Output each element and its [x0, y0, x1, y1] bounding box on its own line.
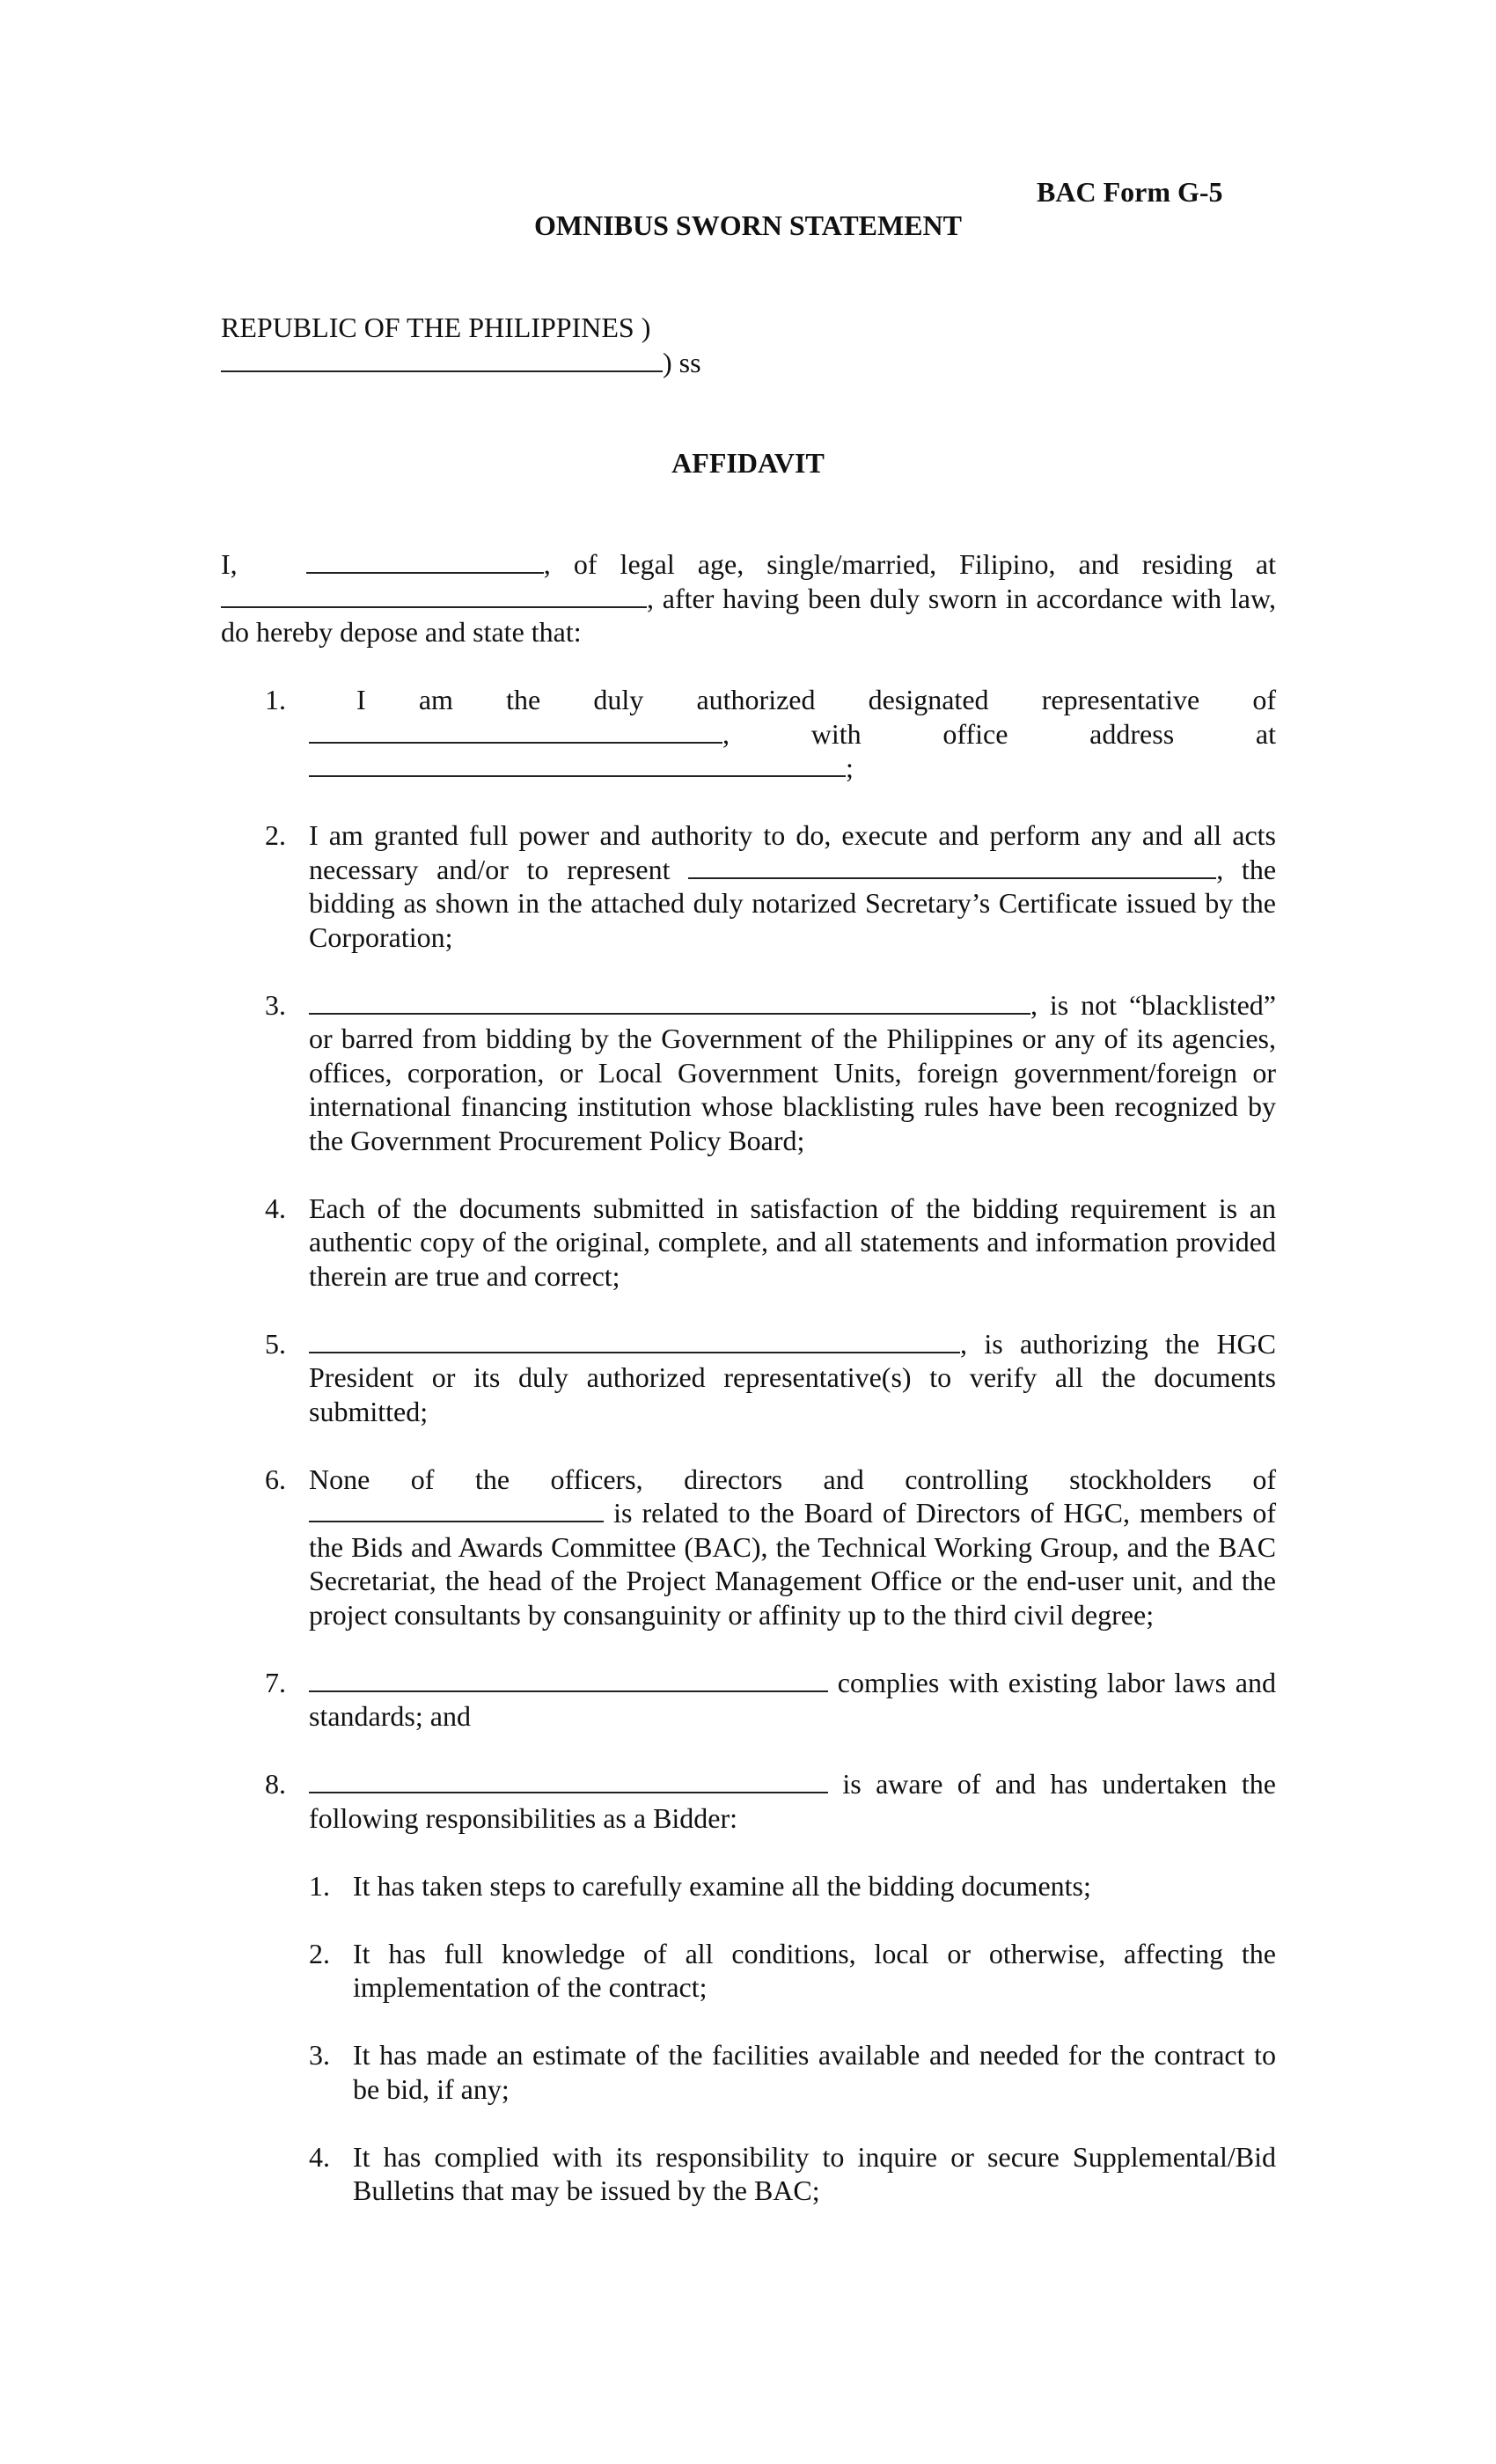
item-1-line-3: [309, 751, 1276, 785]
statement-item-6: [221, 1463, 1276, 1632]
responsibility-item-4: [221, 2140, 1276, 2208]
form-code: BAC Form G-5: [1037, 176, 1223, 208]
subitem-text: It has complied with its responsibility to inquire or secure Supplemental/Bid Bulletins that may be issued by the BAC;: [353, 2140, 1276, 2206]
statement-item-3: [221, 988, 1276, 1158]
statement-item-5: [221, 1327, 1276, 1429]
subitem-text: It has full knowledge of all conditions, local or otherwise, affecting the implementation of the contract;: [353, 1937, 1276, 2003]
item-5-text: , is authorizing the HGC President or its duly authorized representative(s) to verify all the documents submitted;: [309, 1327, 1276, 1427]
item-number: 3.: [265, 988, 286, 1021]
item-number: 2.: [265, 819, 286, 851]
intro-part-1: I,: [221, 548, 238, 580]
item-8-text: is aware of and has undertaken the following responsibilities as a Bidder:: [309, 1768, 1276, 1834]
venue-ss: ) ss: [663, 347, 701, 378]
subitem-text: It has made an estimate of the facilities available and needed for the contract to be bid, if any;: [353, 2039, 1276, 2105]
intro-paragraph: [221, 547, 1276, 649]
item-number: 6.: [265, 1463, 286, 1495]
statement-item-4: [221, 1192, 1276, 1294]
intro-part-3: , after having been duly sworn in accordance with law, do hereby depose and state that:: [221, 582, 1276, 648]
subitem-number: 3.: [309, 2039, 330, 2071]
name-blank: [306, 549, 544, 574]
item-1-text-b: , with office address at: [722, 717, 1276, 750]
affidavit-heading: AFFIDAVIT: [671, 447, 825, 479]
authorizing-bidder-blank: [309, 1329, 960, 1353]
item-number: 4.: [265, 1192, 286, 1224]
venue-block: [221, 310, 701, 380]
bidder-responsibilities-list: [221, 1869, 1276, 2208]
item-number: 5.: [265, 1327, 286, 1360]
subitem-number: 1.: [309, 1869, 330, 1902]
responsibility-item-3: [221, 2038, 1276, 2106]
subitem-number: 4.: [309, 2140, 330, 2173]
item-1-line: I am the duly authorized designated representative of: [356, 684, 1276, 715]
statement-item-7: [221, 1666, 1276, 1734]
responsibility-item-1: [221, 1869, 1276, 1903]
statement-item-8: [221, 1767, 1276, 1835]
intro-part-2: , of legal age, single/married, Filipino, and residing at: [543, 548, 1276, 580]
item-6-text-a: None of the officers, directors and controlling stockholders of: [309, 1463, 1276, 1495]
office-address-blank: [309, 752, 846, 777]
item-7-text: complies with existing labor laws and standards; and: [309, 1666, 1277, 1732]
venue-blank: [221, 348, 663, 372]
venue-line-2: [221, 345, 701, 380]
statement-item-1: [221, 683, 1276, 785]
residence-blank: [221, 583, 647, 608]
represent-blank: [688, 854, 1216, 879]
statement-list: [221, 683, 1276, 2241]
stockholders-company-blank: [309, 1498, 604, 1522]
item-1-line-2: [309, 717, 1276, 752]
document-title: OMNIBUS SWORN STATEMENT: [534, 209, 962, 241]
statement-item-2: [221, 818, 1276, 954]
bidder-blank: [309, 990, 1030, 1015]
subitem-text: It has taken steps to carefully examine all the bidding documents;: [353, 1869, 1091, 1902]
item-number: 1.: [265, 684, 286, 715]
item-2-text-b: , the bidding as shown in the attached duly notarized Secretary’s Certificate issued by the Corporation;: [309, 853, 1277, 953]
representative-company-blank: [309, 719, 722, 744]
item-2-text-a: I am granted full power and authority to do, execute and perform any and all acts necessary and/or to represent: [309, 819, 1276, 885]
item-1-text-c: ;: [846, 752, 854, 783]
item-number: 7.: [265, 1666, 286, 1698]
item-4-text: Each of the documents submitted in satisfaction of the bidding requirement is an authentic copy of the original, complete, and all statements and information provided therein are true and correct;: [309, 1192, 1276, 1292]
venue-line-1: REPUBLIC OF THE PHILIPPINES ): [221, 312, 651, 343]
responsibility-item-2: [221, 1937, 1276, 2005]
subitem-number: 2.: [309, 1937, 330, 1969]
labor-laws-bidder-blank: [309, 1668, 828, 1692]
item-number: 8.: [265, 1768, 286, 1800]
item-3-text: , is not “blacklisted” or barred from bidding by the Government of the Philippines or any of its agencies, offices, corporation, or Local Government Units, foreign government/foreign or international financing institution whose blacklisting rules have been recognized by the Government Procurement Policy Board;: [309, 988, 1276, 1156]
item-6-text-b: is related to the Board of Directors of HGC, members of the Bids and Awards Committee (BAC), the Technical Working Group, and the BAC Secretariat, the head of the Project Management Office or the end-user unit, and the project consultants by consanguinity or affinity up to the third civil degree;: [309, 1497, 1277, 1631]
responsibilities-bidder-blank: [309, 1769, 828, 1793]
